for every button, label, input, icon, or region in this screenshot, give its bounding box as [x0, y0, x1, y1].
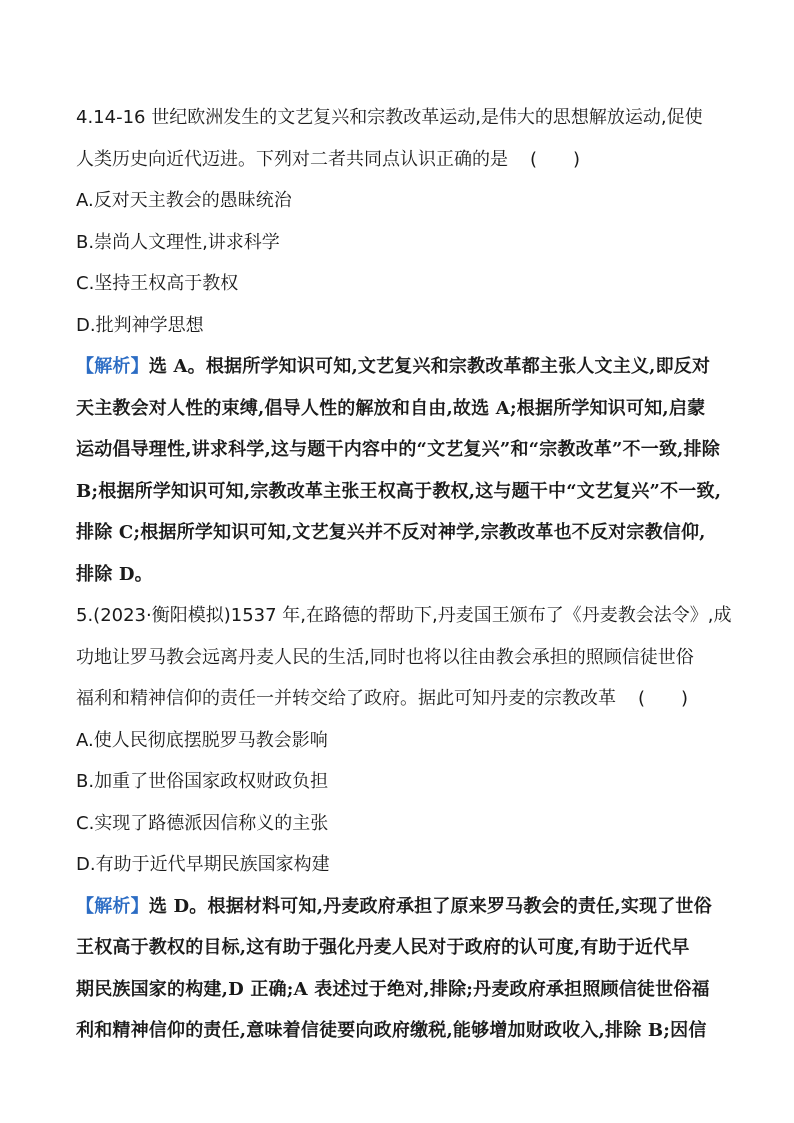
question-5-stem-line-2: 功地让罗马教会远离丹麦人民的生活,同时也将以往由教会承担的照顾信徒世俗 — [76, 646, 694, 668]
analysis-line-1 — [76, 886, 726, 928]
question-5-stem-text: 福利和精神信仰的责任一并转交给了政府。据此可知丹麦的宗教改革 — [76, 688, 616, 709]
analysis-line-5: 排除 C;根据所学知识可知,文艺复兴并不反对神学,宗教改革也不反对宗教信仰, — [76, 522, 706, 543]
question-4-stem-line-2 — [76, 139, 726, 181]
page-content — [76, 97, 732, 1052]
option-d: D.批判神学思想 — [76, 314, 204, 336]
analysis-line-2: 王权高于教权的目标,这有助于强化丹麦人民对于政府的认可度,有助于近代早 — [76, 937, 690, 958]
analysis-tag: 【解析】 — [76, 895, 149, 917]
analysis-block — [76, 886, 726, 1052]
answer-blank: ( ) — [530, 148, 581, 170]
analysis-line-6: 排除 D。 — [76, 563, 153, 585]
analysis-line-4: B;根据所学知识可知,宗教改革主张王权高于教权,这与题干中“文艺复兴”不一致, — [76, 480, 722, 502]
question-4-stem-line-1: 4.14-16 世纪欧洲发生的文艺复兴和宗教改革运动,是伟大的思想解放运动,促使 — [76, 107, 703, 128]
question-4-stem-text: 人类历史向近代迈进。下列对二者共同点认识正确的是 — [76, 148, 508, 170]
analysis-block — [76, 346, 726, 595]
option-c: C.实现了路德派因信称义的主张 — [76, 812, 329, 834]
analysis-text: 选 A。根据所学知识可知,文艺复兴和宗教改革都主张人文主义,即反对 — [148, 356, 711, 377]
option-d: D.有助于近代早期民族国家构建 — [76, 854, 330, 875]
analysis-line-1 — [76, 346, 726, 388]
analysis-text: 选 D。根据材料可知,丹麦政府承担了原来罗马教会的责任,实现了世俗 — [148, 895, 712, 917]
analysis-line-4: 利和精神信仰的责任,意味着信徒要向政府缴税,能够增加财政收入,排除 B;因信 — [76, 1020, 707, 1041]
analysis-tag: 【解析】 — [76, 356, 149, 377]
analysis-line-3: 运动倡导理性,讲求科学,这与题干内容中的“文艺复兴”和“宗教改革”不一致,排除 — [76, 439, 721, 460]
analysis-line-3: 期民族国家的构建,D 正确;A 表述过于绝对,排除;丹麦政府承担照顾信徒世俗福 — [76, 978, 710, 1000]
option-a: A.反对天主教会的愚昧统治 — [76, 190, 292, 211]
question-5-stem-line-3 — [76, 678, 726, 720]
option-b: B.加重了世俗国家政权财政负担 — [76, 771, 329, 792]
option-b: B.崇尚人文理性,讲求科学 — [76, 231, 280, 253]
question-4 — [76, 97, 726, 595]
analysis-line-2: 天主教会对人性的束缚,倡导人性的解放和自由,故选 A;根据所学知识可知,启蒙 — [76, 397, 706, 419]
option-a: A.使人民彻底摆脱罗马教会影响 — [76, 729, 328, 751]
option-c: C.坚持王权高于教权 — [76, 273, 239, 294]
answer-blank: ( ) — [638, 688, 689, 709]
question-5 — [76, 595, 732, 1052]
question-5-stem-line-1: 5.(2023·衡阳模拟)1537 年,在路德的帮助下,丹麦国王颁布了《丹麦教会法令》,成 — [76, 605, 732, 626]
